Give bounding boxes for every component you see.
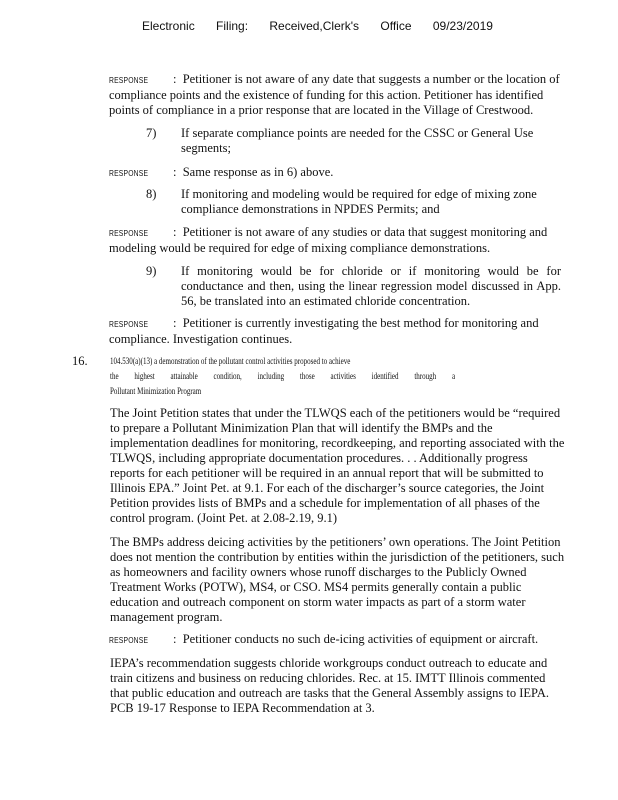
filing-header <box>142 19 509 33</box>
response-3: RESPONSE : Petitioner is not aware of any studies or data that suggest monitoring and modeling would be required for edge of mixing compliance demonstrations. <box>109 225 548 255</box>
response-label: RESPONSE <box>109 636 149 645</box>
header-filing: Filing: <box>216 19 249 33</box>
response-2: RESPONSE : Same response as in 6) above. <box>109 165 334 179</box>
response-label: RESPONSE <box>109 169 149 178</box>
header-date: 09/23/2019 <box>432 19 493 33</box>
response-1-text: Petitioner is not aware of any date that suggests a number or the location of compliance points and the existence of funding for this action. Petitioner has identified points of compliance in a prior response that are located in the Village of Crestwood. <box>109 72 560 117</box>
response-3-text: Petitioner is not aware of any studies or data that suggest monitoring and modeling would be required for edge of mixing compliance demonstrations. <box>109 225 548 255</box>
header-electronic: Electronic <box>142 19 195 33</box>
section-16-heading-line-2: the highest attainable condition, including those activities identified through a <box>110 371 456 381</box>
paragraph-joint-petition: The Joint Petition states that under the TLWQS each of the petitioners would be “required to prepare a Pollutant Minimization Plan that will identify the BMPs and the implementation deadlines for monitoring, recordkeeping, and reporting associated with the TLWQS, including appropriate documentation procedures. . . Additionally progress reports for each petitioner will be required in an annual report that will be submitted to Illinois EPA.” Joint Pet. at 9.1. For each of the discharger’s source categories, the Joint Petition provides lists of BMPs and a schedule for implementation of all phases of the control program. (Joint Pet. at 2.08-2.19, 9.1) <box>110 406 565 525</box>
response-label: RESPONSE <box>109 76 149 85</box>
response-label: RESPONSE <box>109 229 149 238</box>
paragraph-bmps: The BMPs address deicing activities by the petitioners’ own operations. The Joint Petition does not mention the contribution by entities within the jurisdiction of the petitioners, such as homeowners and facility owners whose runoff discharges to the Publicly Owned Treatment Works (POTW), MS4, or CSO. MS4 permits generally contain a public education and outreach component on storm water impacts as part of a storm water management program. <box>110 535 565 624</box>
section-16-heading-line-1: 104.530(a)(13) a demonstration of the pollutant control activities proposed to achieve <box>110 356 351 366</box>
response-5: RESPONSE : Petitioner conducts no such de-icing activities of equipment or aircraft. <box>109 632 539 646</box>
response-4-text: Petitioner is currently investigating the best method for monitoring and compliance. Investigation continues. <box>109 316 539 346</box>
header-received: Received,Clerk's <box>269 19 360 33</box>
item-8-number: 8) <box>146 187 157 201</box>
response-label: RESPONSE <box>109 320 149 329</box>
item-8-text: If monitoring and modeling would be required for edge of mixing zone compliance demonstrations in NPDES Permits; and <box>181 187 537 216</box>
response-1: RESPONSE : Petitioner is not aware of any date that suggests a number or the location of compliance points and the existence of funding for this action. Petitioner has identified points of compliance in a prior response that are located in the Village of Crestwood. <box>109 72 560 117</box>
paragraph-iepa-recommendation: IEPA’s recommendation suggests chloride workgroups conduct outreach to educate and train citizens and business on reducing chlorides. Rec. at 15. IMTT Illinois commented that public education and outreach are tasks that the General Assembly assigns to IEPA. PCB 19-17 Response to IEPA Recommendation at 3. <box>110 656 550 715</box>
item-7-number: 7) <box>146 126 157 140</box>
section-16-number: 16. <box>72 354 88 368</box>
item-9-text: If monitoring would be for chloride or if monitoring would be for conductance and then, using the linear regression model discussed in App. 56, be translated into an estimated chloride concentration. <box>181 264 561 308</box>
section-16-heading-line-3: Pollutant Minimization Program <box>110 386 202 396</box>
item-9-number: 9) <box>146 264 157 278</box>
header-office: Office <box>380 19 412 33</box>
item-7-text: If separate compliance points are needed for the CSSC or General Use segments; <box>181 126 534 155</box>
response-5-text: Petitioner conducts no such de-icing activities of equipment or aircraft. <box>182 632 539 646</box>
response-4: RESPONSE : Petitioner is currently investigating the best method for monitoring and compliance. Investigation continues. <box>109 316 539 346</box>
response-2-text: Same response as in 6) above. <box>182 165 334 179</box>
